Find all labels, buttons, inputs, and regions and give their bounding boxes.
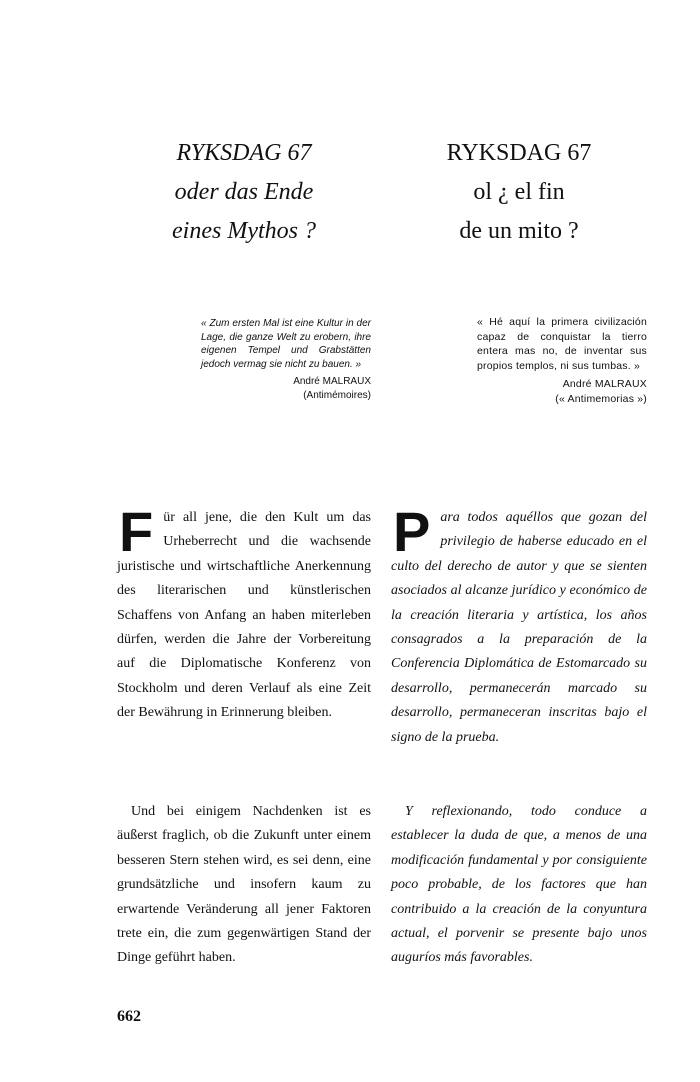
page-number: 662: [117, 1008, 141, 1025]
spanish-paragraph-2: Y reflexionando, todo conduce a establecer la duda de que, a menos de una modificación fundamental y por consiguiente poco probable, de los factores que han contribuido a la creación de la conyuntura actual, el porvenir se presente bajo unos auguríos más favorables.: [391, 804, 647, 966]
german-paragraph-1: [117, 500, 371, 726]
german-epigraph-attribution: [201, 375, 371, 402]
spanish-paragraph-1: [391, 500, 647, 750]
german-title: [117, 134, 371, 251]
spanish-title-line-1: RYKSDAG 67: [446, 140, 592, 166]
spanish-epigraph-author: André MALRAUX: [562, 378, 647, 390]
spanish-epigraph-attribution: [477, 377, 647, 406]
spanish-epigraph-source: (« Antimemorias »): [555, 392, 647, 405]
german-body: [117, 500, 371, 726]
german-title-line-3: eines Mythos ?: [172, 218, 316, 244]
spanish-epigraph: [477, 315, 647, 406]
german-epigraph: [201, 317, 371, 402]
spanish-title-line-3: de un mito ?: [459, 218, 579, 244]
german-epigraph-source: (Antimémoires): [303, 389, 371, 401]
spanish-title-line-2: ol ¿ el fin: [473, 179, 565, 205]
german-paragraph-1-text: ür all jene, die den Kult um das Urheberrecht und die wachsende juristische und wirtschaftliche Anerkennung des literarischen und künstlerischen Schaffens von Anfang an haben miterleben dürfen, werden die Jahre der Vorbereitung auf die Diplomatische Konferenz von Stockholm und deren Verlauf als eine Zeit der Bewährung in Erinnerung bleiben.: [117, 510, 371, 721]
spanish-title: [391, 134, 647, 251]
german-dropcap: F: [119, 500, 154, 563]
german-body-2: [117, 800, 371, 971]
german-title-line-2: oder das Ende: [174, 179, 314, 205]
spanish-epigraph-quote: « Hé aquí la primera civilización capaz de conquistar la tierro entera mas no, de inventar sus propios templos, ni sus tumbas. »: [477, 316, 647, 372]
spanish-dropcap: P: [393, 500, 431, 563]
german-paragraph-2: Und bei einigem Nachdenken ist es äußerst fraglich, ob die Zukunft unter einem besseren Stern stehen wird, es sei denn, eine grundsätzliche und insofern kaum zu erwartende Veränderung all jener Faktoren trete ein, die zum gegenwärtigen Stand der Dinge geführt haben.: [117, 804, 371, 966]
german-title-line-1: RYKSDAG 67: [176, 140, 312, 166]
german-epigraph-quote: « Zum ersten Mal ist eine Kultur in der Lage, die ganze Welt zu erobern, ihre eigenen Tempel und Grabstätten jedoch vermag sie nicht zu bauen. »: [201, 318, 371, 370]
spanish-body-2: [391, 800, 647, 971]
german-epigraph-author: André MALRAUX: [293, 376, 371, 387]
spanish-paragraph-1-text: ara todos aquéllos que gozan del privilegio de haberse educado en el culto del derecho de autor y que se sienten asociados al alcanze jurídico y económico de la creación literaria y artística, los años consagrados a la preparación de la Conferencia Diplomática de Estomarcado su desarrollo, permanecerán marcado su desarrollo, permaneceran inscritas bajo el signo de la prueba.: [391, 510, 647, 745]
spanish-body: [391, 500, 647, 750]
